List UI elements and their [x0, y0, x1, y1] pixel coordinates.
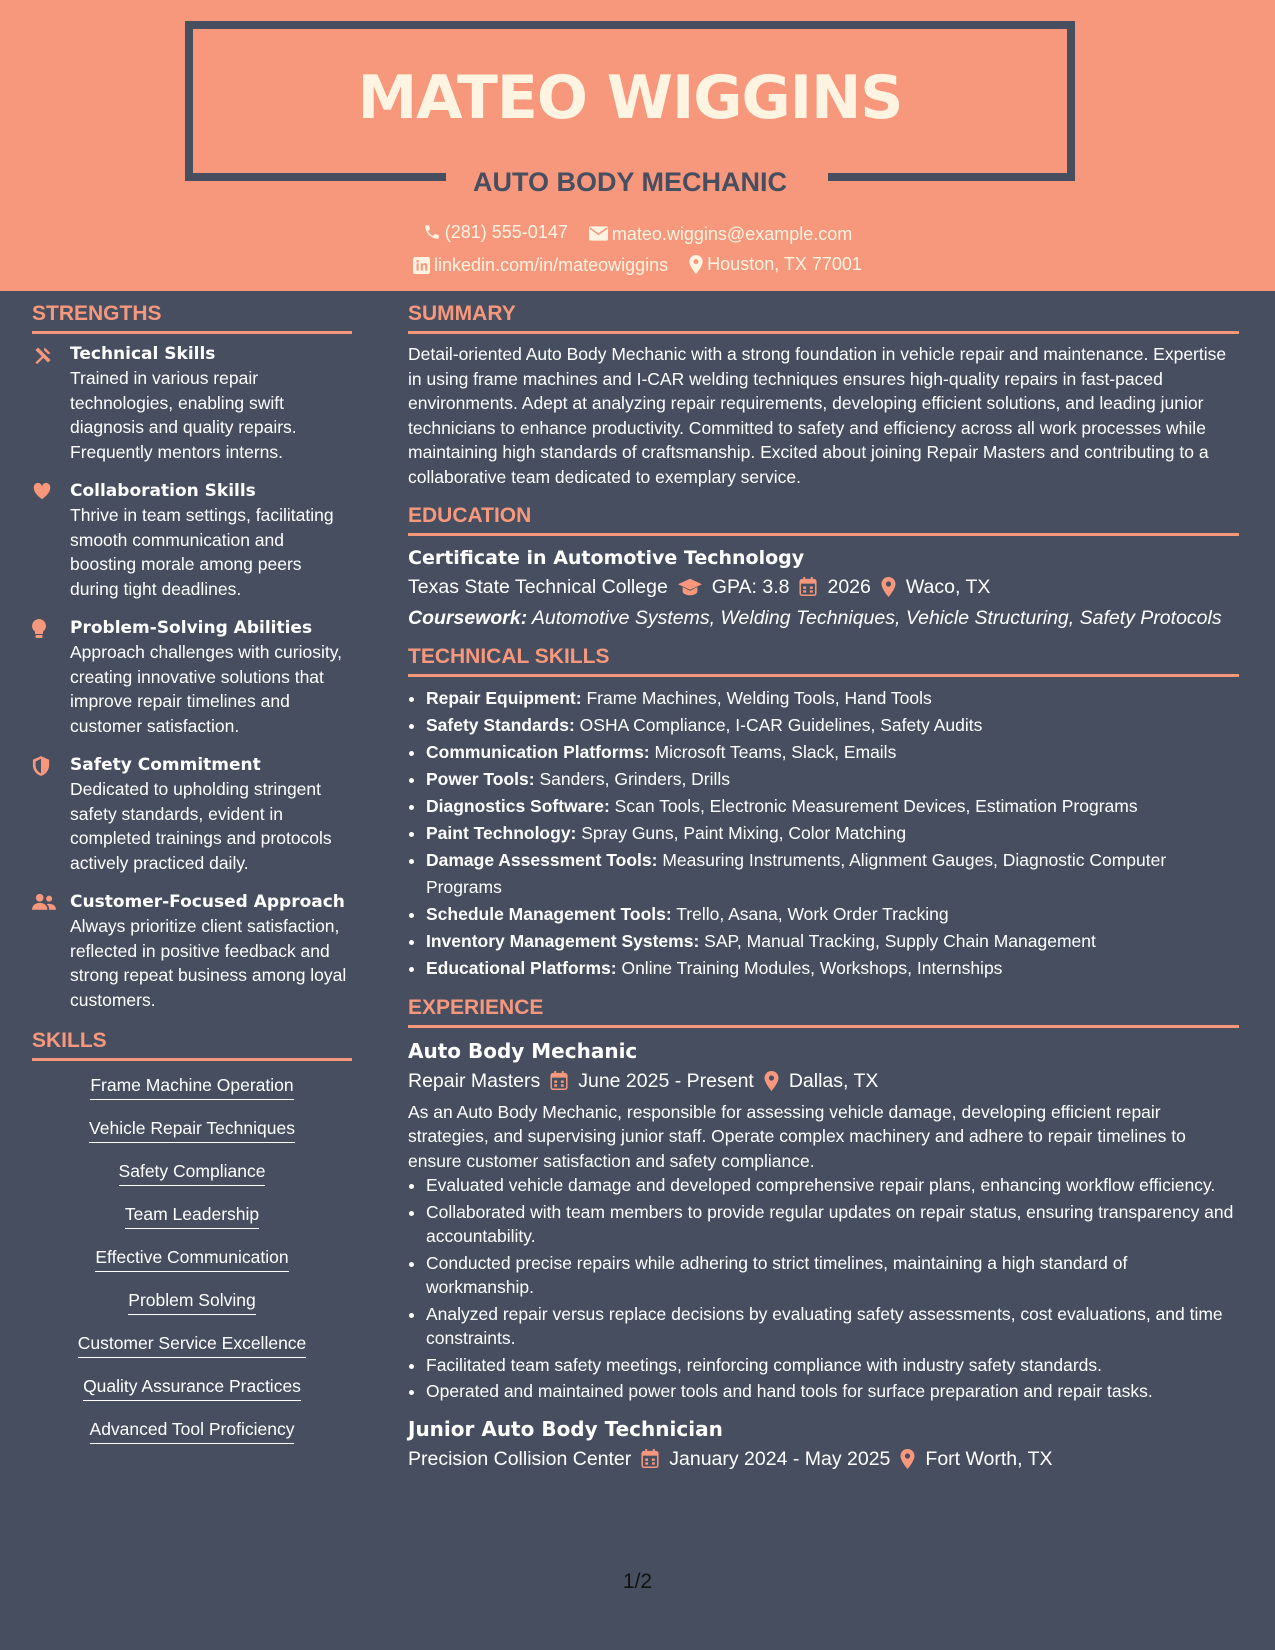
email-text: mateo.wiggins@example.com — [611, 223, 853, 244]
contact-line-1 — [0, 220, 1275, 247]
job-bullets — [408, 1173, 1239, 1404]
summary-text: Detail-oriented Auto Body Mechanic with a strong foundation in vehicle repair and maintenance. Expertise in using frame machines and I-CAR welding techniques ensures high-quality repairs in fast-paced environments. Adept at analyzing repair requirements, developing efficient solutions, and leading junior technicians to enhance productivity. Committed to safety and efficiency across all work processes while maintaining high standards of craftsmanship. Excited about joining Repair Masters and contributing to a collaborative team dedicated to exemplary service. — [408, 344, 1227, 487]
calendar-icon — [641, 1449, 659, 1468]
strength-name: Collaboration Skills — [70, 481, 256, 501]
job-dates: January 2024 - May 2025 — [669, 1447, 891, 1470]
map-pin-icon — [881, 577, 896, 597]
list-item: • Operated and maintained power tools and hand tools for surface preparation and repair tasks. — [426, 1379, 1239, 1404]
education-meta — [408, 572, 1239, 602]
coursework — [408, 606, 1239, 631]
skill-values: Frame Machines, Welding Tools, Hand Tools — [581, 687, 932, 708]
location-text: Houston, TX 77001 — [707, 254, 862, 274]
contact-line-2 — [0, 252, 1275, 280]
heart-icon — [32, 482, 52, 500]
list-item — [426, 820, 1239, 847]
skill-item: Team Leadership — [125, 1202, 259, 1229]
phone-icon — [423, 223, 441, 241]
skill-category: Paint Technology: — [426, 822, 577, 843]
calendar-icon — [550, 1071, 568, 1090]
linkedin-item[interactable] — [413, 253, 668, 277]
skill-category: Communication Platforms: — [426, 741, 650, 762]
skill-item: Vehicle Repair Techniques — [89, 1116, 295, 1143]
skill-values: SAP, Manual Tracking, Supply Chain Management — [699, 930, 1096, 951]
tools-icon — [32, 345, 54, 365]
skill-item: Quality Assurance Practices — [83, 1374, 301, 1401]
skill-values: Microsoft Teams, Slack, Emails — [649, 741, 897, 762]
job-title: Auto Body Mechanic — [408, 1038, 638, 1063]
phone-item[interactable] — [423, 220, 568, 244]
summary-heading: SUMMARY — [408, 300, 1239, 334]
lightbulb-icon — [32, 619, 46, 639]
list-item: • Facilitated team safety meetings, reinforcing compliance with industry safety standards. — [426, 1353, 1239, 1378]
list-item — [426, 712, 1239, 739]
skill-values: Online Training Modules, Workshops, Internships — [616, 957, 1003, 978]
strength-desc: Thrive in team settings, facilitating smooth communication and boosting morale among peers during tight deadlines. — [70, 505, 334, 599]
degree-name: Certificate in Automotive Technology — [408, 546, 805, 569]
school-name: Texas State Technical College — [408, 575, 668, 598]
strength-name: Safety Commitment — [70, 755, 261, 775]
skill-category: Safety Standards: — [426, 714, 575, 735]
company-name: Precision Collision Center — [408, 1447, 632, 1470]
list-item: • Evaluated vehicle damage and developed comprehensive repair plans, enhancing workflow efficiency. — [426, 1173, 1239, 1198]
left-column — [32, 300, 352, 1460]
graduation-year: 2026 — [827, 575, 871, 598]
company-name: Repair Masters — [408, 1069, 541, 1092]
candidate-name: MATEO WIGGINS — [357, 63, 903, 133]
list-item — [426, 685, 1239, 712]
skills-list — [32, 1073, 352, 1460]
list-item: • Analyzed repair versus replace decisions by evaluating safety assessments, cost evaluations, and time constraints. — [426, 1302, 1239, 1351]
job-title: AUTO BODY MECHANIC — [472, 167, 788, 197]
skill-category: Power Tools: — [426, 768, 535, 789]
list-item: • Conducted precise repairs while adhering to strict timelines, maintaining a high standard of workmanship. — [426, 1251, 1239, 1300]
shield-icon — [32, 756, 50, 776]
experience-heading: EXPERIENCE — [408, 994, 1239, 1028]
strength-item — [32, 890, 352, 1012]
job-location: Fort Worth, TX — [925, 1447, 1053, 1470]
job-meta — [408, 1066, 1239, 1096]
linkedin-text: linkedin.com/in/mateowiggins — [434, 255, 669, 275]
job-meta — [408, 1444, 1239, 1474]
linkedin-icon — [413, 257, 430, 274]
calendar-icon — [799, 577, 817, 596]
list-item — [426, 847, 1239, 901]
strength-name: Problem-Solving Abilities — [70, 618, 313, 638]
technical-skills-heading: TECHNICAL SKILLS — [408, 643, 1239, 677]
job-dates: June 2025 - Present — [578, 1069, 754, 1092]
strength-desc: Always prioritize client satisfaction, reflected in positive feedback and strong repeat business among loyal customers. — [70, 916, 347, 1010]
skill-category: Damage Assessment Tools: — [426, 849, 658, 870]
skill-category: Diagnostics Software: — [426, 795, 610, 816]
users-icon — [32, 893, 56, 911]
strength-item — [32, 753, 352, 875]
skill-category: Inventory Management Systems: — [426, 930, 700, 951]
strength-item — [32, 479, 352, 601]
strength-desc: Dedicated to upholding stringent safety standards, evident in completed trainings and protocols actively practiced daily. — [70, 779, 332, 873]
strength-item — [32, 342, 352, 464]
coursework-text: Automotive Systems, Welding Techniques, Vehicle Structuring, Safety Protocols — [527, 606, 1222, 629]
strength-item — [32, 616, 352, 738]
list-item — [426, 901, 1239, 928]
job-title: Junior Auto Body Technician — [408, 1416, 723, 1441]
skill-values: Trello, Asana, Work Order Tracking — [671, 903, 949, 924]
list-item — [426, 739, 1239, 766]
skill-values: Sanders, Grinders, Drills — [534, 768, 731, 789]
graduation-cap-icon — [678, 578, 702, 596]
list-item — [426, 766, 1239, 793]
gpa-text: GPA: 3.8 — [711, 575, 790, 598]
phone-text: (281) 555-0147 — [444, 222, 568, 242]
map-pin-icon — [900, 1449, 915, 1469]
skill-values: OSHA Compliance, I-CAR Guidelines, Safety Audits — [574, 714, 983, 735]
list-item: • Collaborated with team members to provide regular updates on repair status, ensuring transparency and accountability. — [426, 1200, 1239, 1249]
skill-values: Spray Guns, Paint Mixing, Color Matching — [576, 822, 907, 843]
skill-values: Scan Tools, Electronic Measurement Devices, Estimation Programs — [609, 795, 1138, 816]
skills-heading: SKILLS — [32, 1027, 352, 1061]
job-description: As an Auto Body Mechanic, responsible for assessing vehicle damage, developing efficient repair strategies, and supervising junior staff. Operate complex machinery and adhere to repair timelines to ensure customer satisfaction and safety compliance. — [408, 1101, 1186, 1171]
school-location: Waco, TX — [905, 575, 991, 598]
technical-skills-list — [408, 685, 1239, 982]
list-item — [426, 928, 1239, 955]
skill-values: Measuring Instruments, Alignment Gauges, Diagnostic Computer Programs — [426, 849, 1167, 897]
skill-category: Repair Equipment: — [426, 687, 582, 708]
location-item — [689, 252, 862, 276]
strength-desc: Trained in various repair technologies, enabling swift diagnosis and quality repairs. Frequently mentors interns. — [70, 368, 297, 462]
page-number: 1/2 — [622, 1570, 653, 1593]
right-column — [408, 300, 1239, 1474]
skill-category: Educational Platforms: — [426, 957, 617, 978]
strengths-heading: STRENGTHS — [32, 300, 352, 334]
email-icon — [589, 226, 608, 241]
strength-desc: Approach challenges with curiosity, creating innovative solutions that improve repair timelines and customer satisfaction. — [70, 642, 343, 736]
strength-name: Technical Skills — [70, 344, 216, 364]
email-item[interactable] — [589, 222, 852, 246]
job-location: Dallas, TX — [788, 1069, 879, 1092]
list-item — [426, 793, 1239, 820]
skill-item: Advanced Tool Proficiency — [90, 1417, 295, 1444]
map-pin-icon — [764, 1071, 779, 1091]
skill-item: Customer Service Excellence — [78, 1331, 307, 1358]
education-heading: EDUCATION — [408, 502, 1239, 536]
skill-item: Frame Machine Operation — [90, 1073, 293, 1100]
strength-name: Customer-Focused Approach — [70, 892, 345, 912]
coursework-label: Coursework: — [408, 606, 528, 629]
list-item — [426, 955, 1239, 982]
map-pin-icon — [689, 255, 703, 274]
skill-category: Schedule Management Tools: — [426, 903, 672, 924]
skill-item: Safety Compliance — [119, 1159, 266, 1186]
skill-item: Effective Communication — [95, 1245, 288, 1272]
skill-item: Problem Solving — [128, 1288, 255, 1315]
